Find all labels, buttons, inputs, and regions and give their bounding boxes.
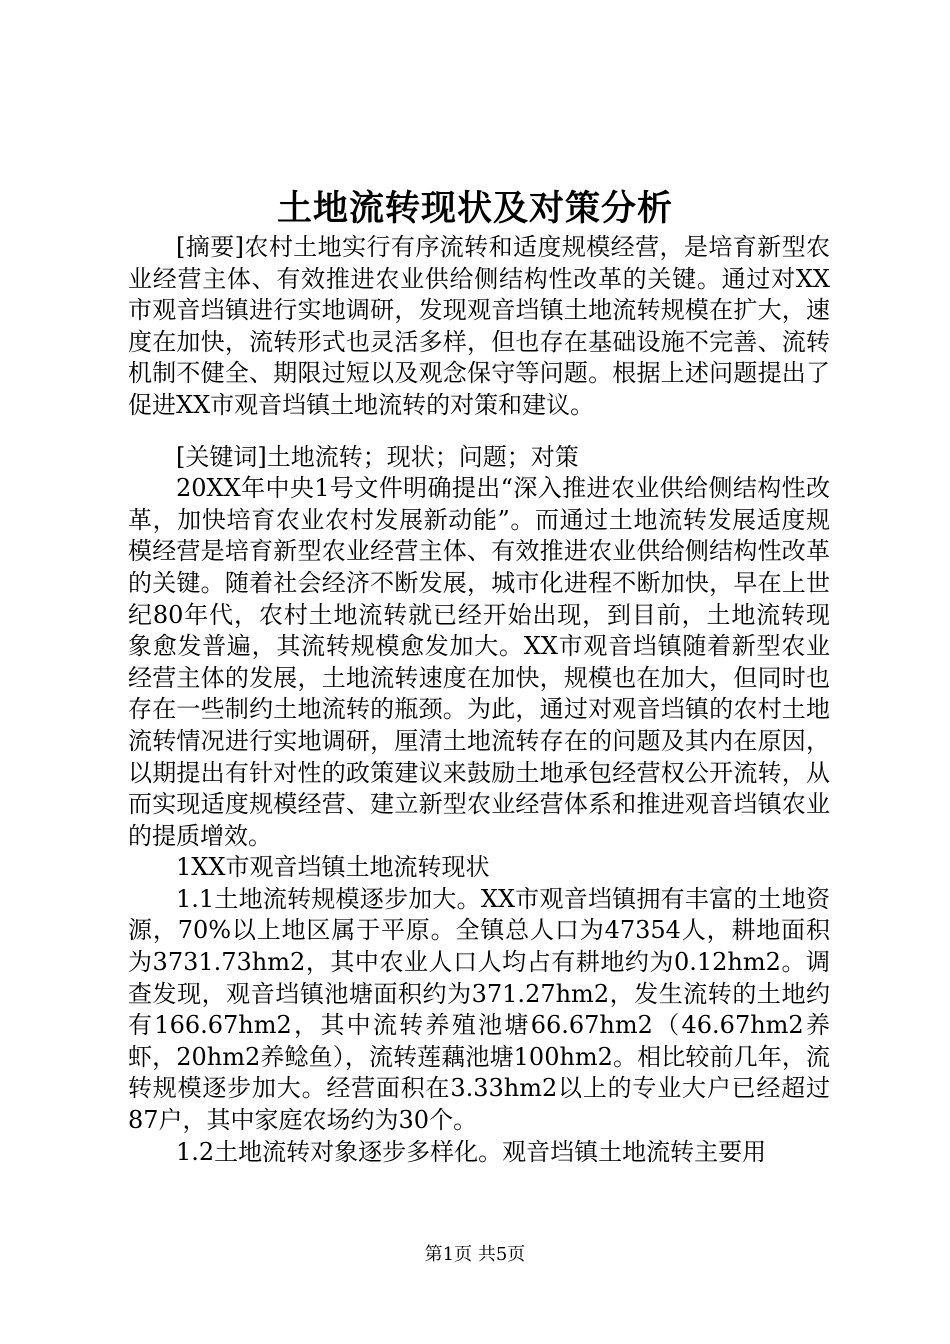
section-heading: 1XX市观音垱镇土地流转现状 [176,853,490,882]
subsection-1-1-paragraph: 1.1土地流转规模逐步加大。XX市观音垱镇拥有丰富的土地资源，70%以上地区属于平原。全镇总人口为47354人，耕地面积为3731.73hm2，其中农业人口人均占有耕地约为0.12hm2。调查发现，观音垱镇池塘面积约为371.27hm2，发生流转的土地约有166.67hm2，其中流转养殖池塘66.67hm2（46.67hm2养虾，20hm2养鲶鱼），流转莲藕池塘100hm2。相比较前几年，流转规模逐步加大。经营面积在3.33hm2以上的专业大户已经超过87户，其中家庭农场约为30个。 [128,884,830,1135]
subsection-1-2-paragraph: 1.2土地流转对象逐步多样化。观音垱镇土地流转主要用 [176,1137,767,1166]
keywords-paragraph: [关键词]土地流转；现状；问题；对策 [176,442,579,471]
document-title: 土地流转现状及对策分析 [276,188,673,229]
page-number-footer: 第1页 共5页 [424,1244,526,1265]
intro-paragraph: 20XX年中央1号文件明确提出“深入推进农业供给侧结构性改革，加快培育农业农村发展新动能”。而通过土地流转发展适度规模经营是培育新型农业经营主体、有效推进农业供给侧结构性改革的关键。随着社会经济不断发展，城市化进程不断加快，早在上世纪80年代，农村土地流转就已经开始出现，到目前，土地流转现象愈发普遍，其流转规模愈发加大。XX市观音垱镇随着新型农业经营主体的发展，土地流转速度在加快，规模也在加大，但同时也存在一些制约土地流转的瓶颈。为此，通过对观音垱镇的农村土地流转情况进行实地调研，厘清土地流转存在的问题及其内在原因，以期提出有针对性的政策建议来鼓励土地承包经营权公开流转，从而实现适度规模经营、建立新型农业经营体系和推进观音垱镇农业的提质增效。 [128,474,830,850]
document-body [128,232,830,1168]
abstract-paragraph: [摘要]农村土地实行有序流转和适度规模经营，是培育新型农业经营主体、有效推进农业供给侧结构性改革的关键。通过对XX市观音垱镇进行实地调研，发现观音垱镇土地流转规模在扩大，速度在加快，流转形式也灵活多样，但也存在基础设施不完善、流转机制不健全、期限过短以及观念保守等问题。根据上述问题提出了促进XX市观音垱镇土地流转的对策和建议。 [128,233,830,419]
